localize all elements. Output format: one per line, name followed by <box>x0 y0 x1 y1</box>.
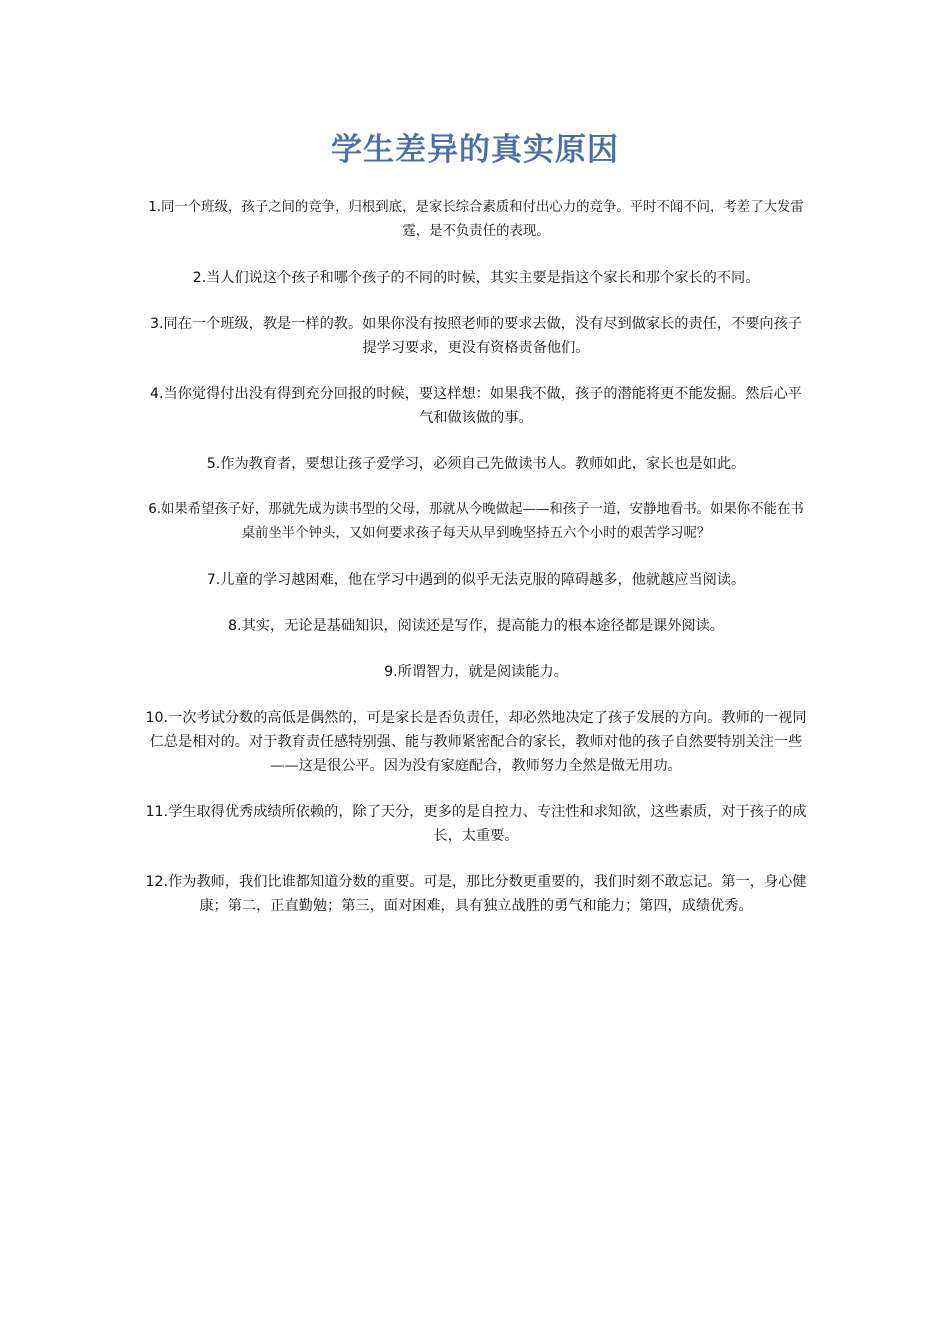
paragraph-text: 所谓智力，就是阅读能力。 <box>397 664 568 680</box>
paragraph-1 <box>143 196 809 244</box>
paragraph-9 <box>143 660 809 684</box>
paragraph-7 <box>143 568 809 592</box>
paragraph-text: 作为教育者，要想让孩子爱学习，必须自己先做读书人。教师如此，家长也是如此。 <box>220 456 746 472</box>
paragraph-number: 12. <box>145 874 169 890</box>
paragraph-text: 作为教师，我们比谁都知道分数的重要。可是，那比分数更重要的，我们时刻不敢忘记。第一，身心健康；第二，正直勤勉；第三，面对困难，具有独立战胜的勇气和能力；第四，成绩优秀。 <box>168 874 807 914</box>
paragraph-number: 4. <box>150 386 164 402</box>
paragraph-number: 1. <box>148 200 162 215</box>
paragraph-number: 3. <box>150 316 164 332</box>
paragraph-number: 8. <box>228 618 242 634</box>
paragraph-2 <box>143 266 809 290</box>
document-body <box>143 196 809 940</box>
paragraph-number: 7. <box>206 572 221 588</box>
paragraph-number: 5. <box>206 456 221 472</box>
paragraph-text: 当你觉得付出没有得到充分回报的时候，要这样想：如果我不做，孩子的潜能将更不能发掘。然后心平气和做该做的事。 <box>163 386 802 426</box>
paragraph-12 <box>143 870 809 918</box>
paragraph-6 <box>143 498 809 546</box>
paragraph-number: 2. <box>192 270 207 286</box>
paragraph-text: 同在一个班级，教是一样的教。如果你没有按照老师的要求去做，没有尽到做家长的责任，不要向孩子提学习要求，更没有资格责备他们。 <box>163 316 802 356</box>
paragraph-5 <box>143 452 809 476</box>
paragraph-10 <box>143 706 809 778</box>
paragraph-text: 其实，无论是基础知识，阅读还是写作，提高能力的根本途径都是课外阅读。 <box>241 618 724 634</box>
paragraph-text: 同一个班级，孩子之间的竞争，归根到底，是家长综合素质和付出心力的竞争。平时不闻不问，考差了大发雷霆，是不负责任的表现。 <box>161 200 804 239</box>
paragraph-text: 学生取得优秀成绩所依赖的，除了天分，更多的是自控力、专注性和求知欲，这些素质，对于孩子的成长，太重要。 <box>168 804 807 844</box>
document-title: 学生差异的真实原因 <box>331 132 619 168</box>
paragraph-text: 如果希望孩子好，那就先成为读书型的父母，那就从今晚做起——和孩子一道，安静地看书。如果你不能在书桌前坐半个钟头，又如何要求孩子每天从早到晚坚持五六个小时的艰苦学习呢？ <box>161 502 804 541</box>
paragraph-11 <box>143 800 809 848</box>
paragraph-text: 当人们说这个孩子和哪个孩子的不同的时候，其实主要是指这个家长和那个家长的不同。 <box>206 270 760 286</box>
paragraph-number: 6. <box>148 502 162 517</box>
paragraph-number: 9. <box>384 664 398 680</box>
paragraph-4 <box>143 382 809 430</box>
paragraph-text: 儿童的学习越困难，他在学习中遇到的似乎无法克服的障碍越多，他就越应当阅读。 <box>220 572 746 588</box>
paragraph-number: 10. <box>145 710 169 726</box>
paragraph-text: 一次考试分数的高低是偶然的，可是家长是否负责任，却必然地决定了孩子发展的方向。教师的一视同仁总是相对的。对于教育责任感特别强、能与教师紧密配合的家长，教师对他的孩子自然要特别关注一些——这是很公平。因为没有家庭配合，教师努力全然是做无用功。 <box>149 710 807 774</box>
paragraph-number: 11. <box>145 804 169 820</box>
paragraph-3 <box>143 312 809 360</box>
paragraph-8 <box>143 614 809 638</box>
